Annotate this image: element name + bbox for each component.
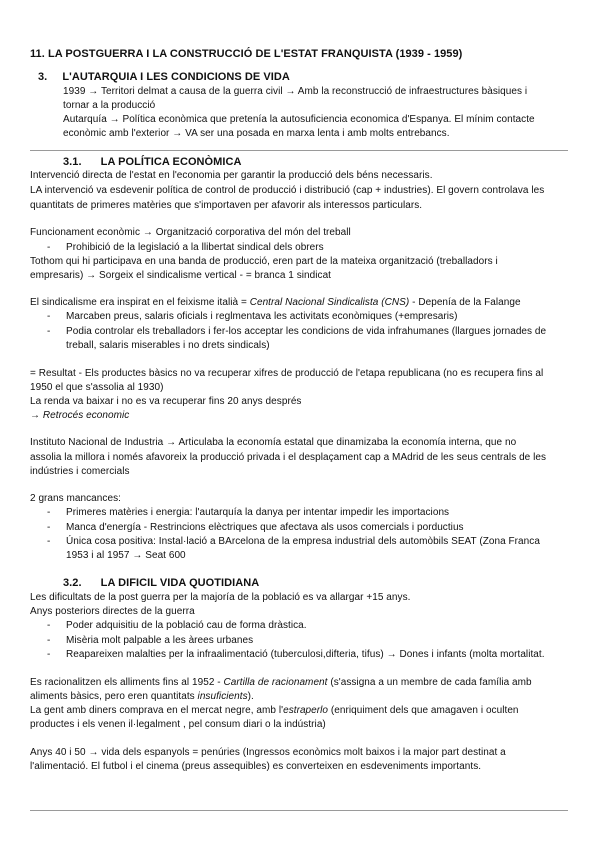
paragraph-line: La renda va baixar i no es va recuperar fins 20 anys després [30, 396, 302, 407]
paragraph-line: 1950 el que s'assolia al 1930) [30, 382, 164, 393]
paragraph-line [30, 410, 129, 422]
bullet-dash: - [47, 536, 51, 547]
paragraph-line: Anys 40 i 50 → vida dels espanyols = penúries (Ingressos econòmics molt baixos i la major part destinat a [30, 747, 506, 758]
bullet-text: Manca d'energía - Restrincions elèctriques que afectava als usos comercials i porductius [66, 522, 464, 533]
section-3-2-title: LA DIFICIL VIDA QUOTIDIANA [100, 577, 260, 589]
paragraph-line [30, 705, 519, 717]
italic-run: insuficients [197, 691, 248, 702]
section-3-2-number: 3.2. [63, 577, 82, 589]
paragraph-line [30, 691, 254, 703]
bullet-text: 1953 i al 1957 → Seat 600 [66, 550, 186, 561]
paragraph-line: LA intervenció va esdevenir política de control de producció i distribució (cap + industries). El govern controlava les [30, 185, 545, 196]
bullet-text: Marcaben preus, salaris oficials i reglmentava les activitats econòmiques (+empresaris) [66, 311, 458, 322]
text-run: → [30, 410, 43, 421]
chapter-number: 11. [30, 48, 45, 60]
bullet-text: Prohibició de la legislació a la llibertat sindical dels obrers [66, 242, 324, 253]
bullet-dash: - [47, 507, 51, 518]
text-run: (enriquiment dels que amagaven i oculten [328, 705, 519, 716]
paragraph-line: indústries i comercials [30, 466, 130, 477]
section-3-heading [38, 71, 290, 83]
paragraph-line: Funcionament econòmic → Organització corporativa del món del treball [30, 227, 351, 238]
bullet-text: Podia controlar els treballadors i fer-los acceptar les condicions de vida infrahumanes (llargues jornades de [66, 326, 547, 337]
text-run: - Depenía de la Falange [409, 297, 521, 308]
text-run: El sindicalisme era inspirat en el feixisme italià = [30, 297, 250, 308]
bullet-dash: - [47, 649, 51, 660]
bullet-text: Reapareixen malalties per la infraalimentació (tuberculosi,difteria, tifus) → Dones i infants (molta mortalitat. [66, 649, 545, 660]
bullet-dash: - [47, 242, 51, 253]
chapter-title: LA POSTGUERRA I LA CONSTRUCCIÓ DE L'ESTAT FRANQUISTA (1939 - 1959) [47, 48, 463, 60]
text-run: Es racionalitzen els alliments fins al 1952 - [30, 677, 224, 688]
bullet-text: Primeres matèries i energia: l'autarquía la danya per intentar impedir les importacions [66, 507, 450, 518]
section-3-line: Autarquía → Política econòmica que pretenía la autosuficiencia economica d'Espanya. El mínim contacte [63, 114, 535, 125]
section-3-title: L'AUTARQUIA I LES CONDICIONS DE VIDA [62, 71, 290, 83]
paragraph-line: Anys posteriors directes de la guerra [30, 606, 195, 617]
bullet-dash: - [47, 522, 51, 533]
paragraph-line: empresaris) → Sorgeix el sindicalisme vertical - = branca 1 sindicat [30, 270, 332, 281]
bullet-dash: - [47, 311, 51, 322]
text-run: (s'assigna a un membre de cada família amb [327, 677, 532, 688]
italic-run: Cartilla de racionament [223, 677, 328, 688]
paragraph-line: = Resultat - Els productes bàsics no va recuperar xifres de producció de l'etapa republicana (no es recupera fins al [30, 368, 544, 379]
bullet-text: Misèria molt palpable a les àrees urbanes [66, 635, 254, 646]
paragraph-line: Les dificultats de la post guerra per la majoría de la població es va allargar +15 anys. [30, 592, 411, 603]
paragraph-line [30, 677, 532, 689]
section-3-number: 3. [38, 71, 48, 83]
section-3-line: tornar a la producció [63, 100, 156, 111]
paragraph-line: Tothom qui hi participava en una banda de producció, eren part de la mateixa organització (treballadors i [30, 256, 498, 267]
paragraph-line: quantitats de primeres matèries que s'importaven per afavorir als interessos particulars. [30, 200, 423, 211]
paragraph-line: assolia la millora i només afavoreix la producció privada i el desplaçament cap a MAdrid de les seus centrals de les [30, 452, 547, 463]
bullet-dash: - [47, 620, 51, 631]
chapter-heading [30, 48, 462, 60]
section-3-2-heading [63, 577, 259, 589]
bullet-dash: - [47, 326, 51, 337]
divider [30, 810, 568, 811]
bullet-text: treball, salaris miserables i no drets sindicals) [66, 340, 270, 351]
paragraph-line: Intervenció directa de l'estat en l'economia per garantir la producció dels béns necessaris. [30, 170, 433, 181]
bullet-dash: - [47, 635, 51, 646]
section-3-1-heading [63, 156, 241, 168]
divider [30, 150, 568, 151]
paragraph-line: productes i els venen il·legalment , pel consum diari o la indústria) [30, 719, 326, 730]
section-3-1-number: 3.1. [63, 156, 82, 168]
paragraph-line: Instituto Nacional de Industria → Articulaba la economía estatal que dinamizaba la economía interna, que no [30, 437, 517, 448]
text-run: La gent amb diners comprava en el mercat negre, amb l' [30, 705, 284, 716]
italic-run: Retrocés economic [42, 410, 130, 421]
italic-run: estraperlo [283, 705, 329, 716]
text-run: ). [247, 691, 254, 702]
section-3-1-title: LA POLÍTICA ECONÒMICA [100, 156, 242, 168]
section-3-line: 1939 → Territori delmat a causa de la guerra civil → Amb la reconstrucció de infraestructures bàsiques i [63, 86, 528, 97]
paragraph-line: 2 grans mancances: [30, 493, 121, 504]
paragraph-line: l'alimentació. El futbol i el cinema (preus assequibles) es converteixen en esdeveniments importants. [30, 761, 482, 772]
bullet-text: Única cosa positiva: Instal·lació a BArcelona de la empresa industrial dels automòbils SEAT (Zona Franca [66, 536, 540, 547]
section-3-line: econòmic amb l'exterior → VA ser una posada en marxa lenta i amb molts entrebancs. [63, 128, 450, 139]
italic-run: Central Nacional Sindicalista (CNS) [249, 297, 410, 308]
paragraph-line [30, 297, 521, 309]
text-run: aliments bàsics, pero eren quantitats [30, 691, 198, 702]
bullet-text: Poder adquisitiu de la població cau de forma dràstica. [66, 620, 307, 631]
